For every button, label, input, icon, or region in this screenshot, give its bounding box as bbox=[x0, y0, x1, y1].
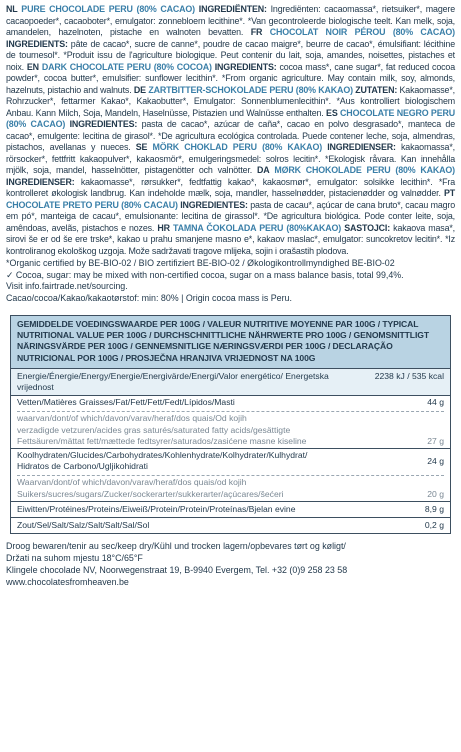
ingredients-text: Ingrediënten: cacaomassa*, rietsuiker*, magere cacaopoeder*, cacaoboter*, emulgator: zonnebloem lecithine*. *Van gecontroleerde biologische teelt. Kan melk, soja, amandelen, hazelnoten, pistache en walnoten bevatten. bbox=[6, 4, 455, 37]
website: www.chocolatesfromheaven.be bbox=[6, 577, 129, 588]
mass-balance-text: Cocoa, sugar: may be mixed with non-certified cocoa, sugar on a mass balance basis, total 99,4%. bbox=[15, 269, 404, 280]
lang-code: DA bbox=[256, 165, 270, 175]
ingredients-text: kakaova masa*, sirovi še er od še ere trske*, kakao u prahu smanjene masno e*, kakaov maslac*, emulgator: suncokretov lecitin*. *Iz kontroliranog ekološkog uzgoja. Može sadržavati tragove mlijeka, sojin i orašastih plodova. bbox=[6, 222, 455, 256]
ingredients-heading: ZUTATEN: bbox=[355, 84, 398, 95]
saturated-text-2: Fettsäuren/mättat fett/mættede fedtsyrer/saturados/zasićene masne kiseline bbox=[17, 435, 307, 446]
lang-code: SE bbox=[135, 142, 148, 152]
lang-code: EN bbox=[26, 61, 39, 72]
ingredients-text: pasta de cacao*, azúcar de caña*, cacao en polvo desgrasado*, manteca de cacao*, emulgente: lecitina de girasol*. *De agricultura ecológica controlada. Puede contener leche, soja, almendras, pistachos, avellanas y nueces. bbox=[6, 119, 456, 152]
organic-certification: *Organic certified by BE-BIO-02 / BIO zertifiziert BE-BIO-02 / Økologikontrollmyndighed BE-BIO-02 bbox=[6, 258, 395, 268]
fat-sub bbox=[11, 412, 450, 448]
storage-instructions: Droog bewaren/tenir au sec/keep dry/Kühl und trocken lagern/opbevares tørt og køligt/ bbox=[6, 541, 346, 552]
sugars-value: 20 g bbox=[427, 488, 444, 499]
of-which-text: Waarvan/dont/of which/davon/varav/heraf/dos quais/od kojih bbox=[17, 477, 247, 488]
lang-code: NL bbox=[6, 4, 18, 14]
nutrition-header: GEMIDDELDE VOEDINGSWAARDE PER 100G / VALEUR NUTRITIVE MOYENNE PAR 100G / TYPICAL NUTRITIONAL VALUE PER 100G / DURCHSCHNITTLICHE NÄHRWERTE PRO 100G / GENOMSNITTLIGT NÄRINGSVÄRDE PER 100G / GENNEMSNITLIGE NÆRINGSVÆRDI PER 100G / DECLARAÇÃO NUTRICIONAL POR 100G / PROSJEČNA HRANJIVA VRIJEDNOST NA 100G bbox=[11, 316, 450, 369]
product-name: MØRK CHOKOLADE PERU (80% KAKAO) bbox=[274, 165, 455, 175]
carb-label: Koolhydraten/Glucides/Carbohydrates/Kohlenhydrate/Kolhydrater/Kulhydrat/ Hidratos de Carbono/Ugljikohidrati bbox=[17, 450, 308, 472]
ingredients-text: pasta de cacau*, açúcar de cana bruto*, cacau magro em pó*, manteiga de cacau*, emulsionante: lecitina de girassol*. *De agricultura biológica. Pode conter leite, soja, amêndoas, avelãs, pistachos e nozes. bbox=[6, 199, 455, 233]
nutrition-row-energy bbox=[11, 369, 450, 396]
lang-code: PT bbox=[443, 188, 455, 198]
lang-code: FR bbox=[250, 27, 263, 37]
ingredients-text: pâte de cacao*, sucre de canne*, poudre de cacao maigre*, beurre de cacao*, émulsifiant: lécithine de tournesol*. *Produit issu de l'agriculture biologique. Peut contenir du lait, soja, amandes, noisettes, pistaches et noix. bbox=[6, 38, 455, 72]
fat-sub-label bbox=[11, 412, 342, 448]
ingredients-heading: INGREDIËNTEN: bbox=[198, 4, 267, 14]
nutrition-table bbox=[10, 315, 451, 534]
product-name: DARK CHOCOLATE PERU (80% COCOA) bbox=[41, 61, 212, 72]
carb-sub bbox=[11, 476, 450, 500]
saturated-value: 27 g bbox=[427, 435, 444, 446]
carb-sub-label bbox=[11, 476, 342, 500]
fat-label: Vetten/Matières Graisses/Fat/Fett/Fett/Fedt/Lípidos/Masti bbox=[17, 397, 235, 408]
nutrition-row-fat bbox=[11, 396, 450, 449]
product-name: ZARTBITTER-SCHOKOLADE PERU (80% KAKAO) bbox=[148, 84, 353, 95]
of-which-text: waarvan/dont/of which/davon/varav/heraf/dos quais/Od kojih bbox=[17, 413, 247, 424]
energy-label: Energie/Énergie/Energy/Energie/Energivärde/Energi/Valor energético/ Energetska vrijednost bbox=[17, 370, 329, 393]
lang-code: DE bbox=[133, 84, 146, 95]
salt-label: Zout/Sel/Salt/Salz/Salt/Salt/Sal/Sol bbox=[17, 520, 150, 531]
nutrition-row-protein bbox=[11, 502, 450, 518]
ingredients-text: kakaomassa*, rörsocker*, fettfritt kakaopulver*, kakaosmör*, emulgeringsmedel: solros lecitin*. *Ekologisk råvara. Kan innehålla mjölk, soja, mandel, hasselnötter, pistagenötter och valnötter. bbox=[6, 142, 455, 175]
ingredients-heading: INGREDIENSER: bbox=[327, 142, 396, 152]
product-name: MÖRK CHOKLAD PERU (80% KAKAO) bbox=[152, 142, 322, 152]
nutrition-row-salt bbox=[11, 518, 450, 533]
storage-temperature: Držati na suhom mjestu 18°C/65°F bbox=[6, 553, 143, 564]
product-name: CHOCOLATE NEGRO PERU (80% CACAO) bbox=[6, 107, 455, 129]
product-name: TAMNA ČOKOLADA PERU (80%KAKAO) bbox=[172, 222, 342, 233]
sugars-text: Suikers/sucres/sugars/Zucker/sockerarter/sukkerarter/açúcares/šećeri bbox=[17, 488, 284, 499]
lang-code: ES bbox=[326, 107, 338, 118]
ingredients-heading: INGREDIENTES: bbox=[69, 119, 138, 129]
ingredients-heading: INGREDIENSER: bbox=[6, 176, 75, 187]
fairtrade-mark-icon: ✓ bbox=[6, 269, 14, 280]
salt-value: 0,2 g bbox=[424, 520, 444, 531]
fairtrade-link: Visit info.fairtrade.net/sourcing. bbox=[6, 281, 128, 291]
certification-notes bbox=[6, 258, 455, 304]
ingredients-heading: INGREDIENTS: bbox=[214, 61, 277, 72]
fairtrade-note bbox=[6, 270, 455, 282]
fat-value: 44 g bbox=[427, 397, 444, 408]
manufacturer-address: Klingele chocolade NV, Noorwegenstraat 19, B-9940 Evergem, Tel. +32 (0)9 258 23 58 bbox=[6, 565, 348, 576]
product-name: PURE CHOCOLADE PERU (80% CACAO) bbox=[21, 4, 195, 14]
ingredients-text: Kakaomasse*, Rohrzucker*, fettarmer Kakao*, Kakaobutter*, Emulgator: Sonnenblumenlecithin*. *Aus kontrolliert biologischem Anbau. Kann Milch, Soja, Mandeln, Haselnüsse, Pistazien und Walnüsse enthalten. bbox=[6, 84, 455, 118]
footer bbox=[6, 540, 455, 588]
ingredients-text: kakaomasse*, rørsukker*, fedtfattig kakao*, kakaosmør*, emulgator: solsikke lecithin*. *Fra kontrolleret økologisk landbrug. Kan indeholde mælk, soja, mandler, hasselnødder, pistacienødder og valnødder. bbox=[6, 176, 455, 198]
carb-main bbox=[11, 449, 450, 473]
lang-code: HR bbox=[157, 222, 170, 233]
product-name: CHOCOLAT NOIR PÉROU (80% CACAO) bbox=[269, 27, 455, 37]
protein-label: Eiwitten/Protéines/Proteins/Eiweiß/Protein/Protein/Proteínas/Bjelan evine bbox=[17, 503, 296, 514]
ingredients-block bbox=[6, 4, 455, 257]
energy-value: 2238 kJ / 535 kcal bbox=[374, 370, 444, 381]
saturated-text-1: verzadigde vetzuren/acides gras saturés/saturated fatty acids/gesättigte bbox=[17, 424, 291, 435]
ingredients-heading: INGREDIENTS: bbox=[6, 38, 68, 49]
fat-main bbox=[11, 396, 450, 409]
cocoa-origin: Cacao/cocoa/Kakao/kakaotørstof: min: 80% | Origin cocoa mass is Peru. bbox=[6, 292, 292, 303]
ingredients-heading: SASTOJCI: bbox=[344, 222, 391, 233]
product-name: CHOCOLATE PRETO PERU (80% CACAU) bbox=[6, 199, 178, 210]
protein-value: 8,9 g bbox=[424, 503, 444, 514]
carb-value: 24 g bbox=[427, 455, 444, 466]
nutrition-row-carbohydrates bbox=[11, 449, 450, 502]
ingredients-heading: INGREDIENTES: bbox=[180, 199, 248, 210]
ingredients-text: cocoa mass*, cane sugar*, fat reduced cocoa powder*, cocoa butter*, emulsifier: sunflower lecithin*. *From organic agriculture. May contain milk, soy, almonds, hazelnuts, pistachio and walnuts. bbox=[6, 61, 455, 95]
